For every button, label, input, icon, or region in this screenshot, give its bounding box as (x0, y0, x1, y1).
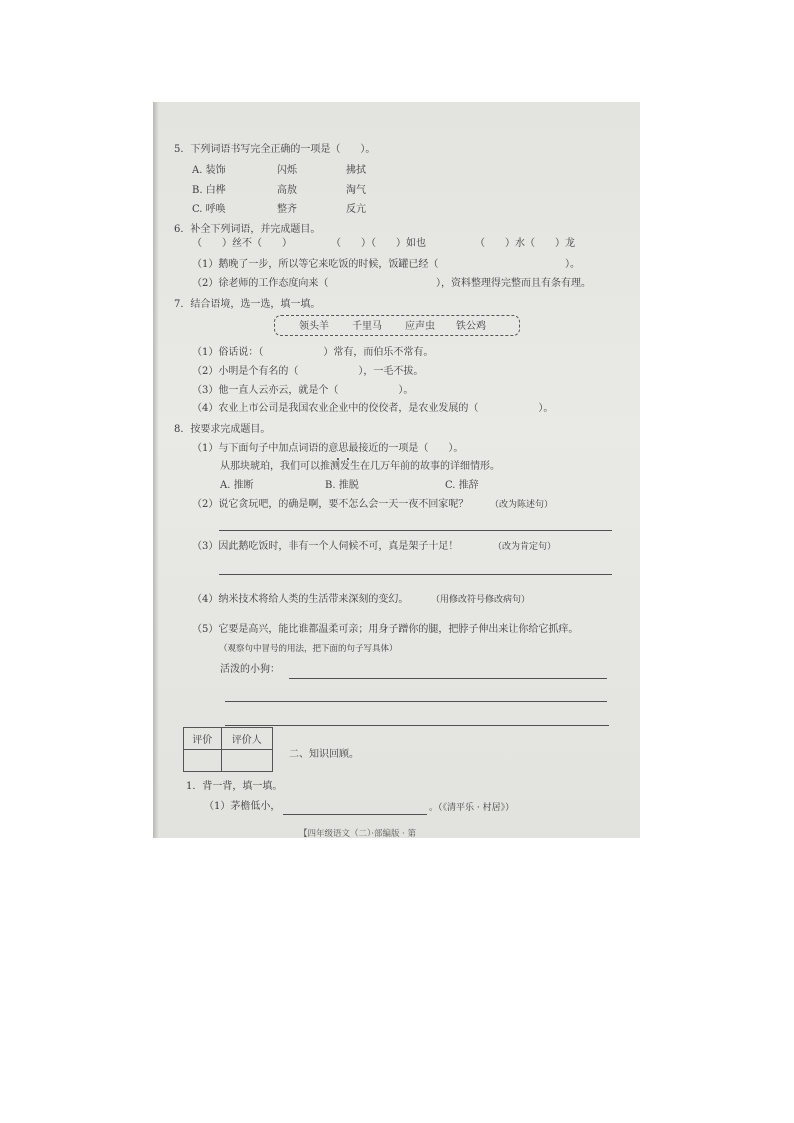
section-2-q1-line-1: （1）茅檐低小， (204, 801, 281, 812)
q7-word-2: 千里马 (352, 321, 382, 332)
q5-b-word2: 高敖 (277, 185, 297, 196)
q8-sentence-3: （3）因此鹅吃饭时，非有一个人伺候不可，真是架子十足！ (192, 541, 459, 552)
q8-option-c: C. 推辞 (445, 480, 479, 491)
grade-table (183, 727, 273, 772)
q5-c-word3: 反亢 (346, 204, 366, 215)
q5-stem: 5．下列词语书写完全正确的一项是（ ）。 (174, 144, 376, 155)
q7-sentence-3: （3）他一直人云亦云，就是个（ ）。 (192, 385, 414, 396)
q6-sentence-1-end: ）。 (565, 259, 580, 270)
grade-header-score: 评价 (184, 728, 222, 750)
q7-word-3: 应声虫 (405, 321, 435, 332)
q6-sentence-2-end: ），资料整理得完整而且有条有理。 (436, 278, 591, 289)
q8-sentence-5-lead: 活泼的小狗： (220, 664, 280, 675)
q8-stem: 8．按要求完成题目。 (174, 424, 271, 435)
q7-sentence-4: （4）农业上市公司是我国农业企业中的佼佼者，是农业发展的（ ）。 (192, 403, 554, 414)
q5-option-a: A. 装饰 (192, 165, 226, 176)
answer-line (283, 814, 427, 815)
q8-option-b: B. 推脱 (325, 480, 359, 491)
q6-word-1: （ ）丝不（ ） (192, 238, 292, 249)
q7-word-4: 铁公鸡 (456, 321, 486, 332)
answer-line (289, 678, 607, 679)
q7-word-1: 领头羊 (299, 321, 329, 332)
answer-line (219, 574, 612, 575)
q8-sentence-5: （5）它要是高兴，能比谁都温柔可亲；用身子蹭你的腿，把脖子伸出来让你给它抓痒。 (192, 624, 579, 635)
q5-option-c: C. 呼唤 (192, 204, 226, 215)
grade-header-grader: 评价人 (221, 728, 272, 750)
q8-sentence-1: （1）与下面句子中加点词语的意思最接近的一项是（ ）。 (192, 443, 464, 454)
answer-line (225, 725, 609, 726)
grade-cell-grader (221, 750, 272, 772)
q8-sentence-2: （2）说它贪玩吧，的确是啊，要不怎么会一天一夜不回家呢？ (192, 499, 469, 510)
q8-sentence-3-requirement: （改为肯定句） (493, 542, 557, 552)
grade-cell-score (184, 750, 222, 772)
emphasis-dot (337, 458, 339, 460)
q5-b-word3: 淘气 (346, 185, 366, 196)
q5-c-word2: 整齐 (277, 204, 297, 215)
emphasis-dot (347, 458, 349, 460)
q6-sentence-2: （2）徐老师的工作态度向来（ (192, 278, 329, 289)
q5-a-word2: 闪烁 (277, 165, 297, 176)
q6-word-3: （ ）水（ ）龙 (475, 238, 575, 249)
q7-stem: 7．结合语境，选一选，填一填。 (174, 299, 321, 310)
page-footer: 【四年级语文（二）·部编版 · 第 (299, 829, 417, 838)
q6-word-2: （ ）（ ）如也 (331, 238, 426, 249)
answer-line (225, 701, 607, 702)
q5-option-b: B. 白桦 (192, 185, 226, 196)
q6-stem: 6．补全下列词语，并完成题目。 (174, 224, 321, 235)
q8-sentence-4: （4）纳米技术将给人类的生活带来深刻的变幻。 (192, 594, 409, 605)
q8-sentence-4-requirement: （用修改符号修改病句） (431, 595, 531, 605)
q7-sentence-2: （2）小明是个有名的（ ），一毛不拔。 (192, 366, 424, 377)
section-2-q1: 1．背一背，填一填。 (186, 781, 283, 792)
section-2-q1-source: 。（《清平乐 · 村居》） (429, 803, 515, 813)
answer-line (219, 530, 612, 531)
q8-sentence-1-example: 从那块琥珀，我们可以推测发生在几万年前的故事的详细情形。 (220, 461, 500, 472)
q7-sentence-1: （1）俗话说：（ ）常有，而伯乐不常有。 (192, 347, 434, 358)
q5-a-word3: 拂拭 (346, 165, 366, 176)
q8-sentence-5-requirement: （观察句中冒号的用法，把下面的句子写具体） (219, 644, 398, 654)
q8-option-a: A. 推断 (220, 480, 254, 491)
exam-page (153, 102, 640, 838)
q6-sentence-1: （1）鹅晚了一步，所以等它来吃饭的时候，饭罐已经（ (192, 259, 439, 270)
q8-sentence-2-requirement: （改为陈述句） (490, 500, 554, 510)
section-2-title: 二、知识回顾。 (289, 749, 359, 760)
